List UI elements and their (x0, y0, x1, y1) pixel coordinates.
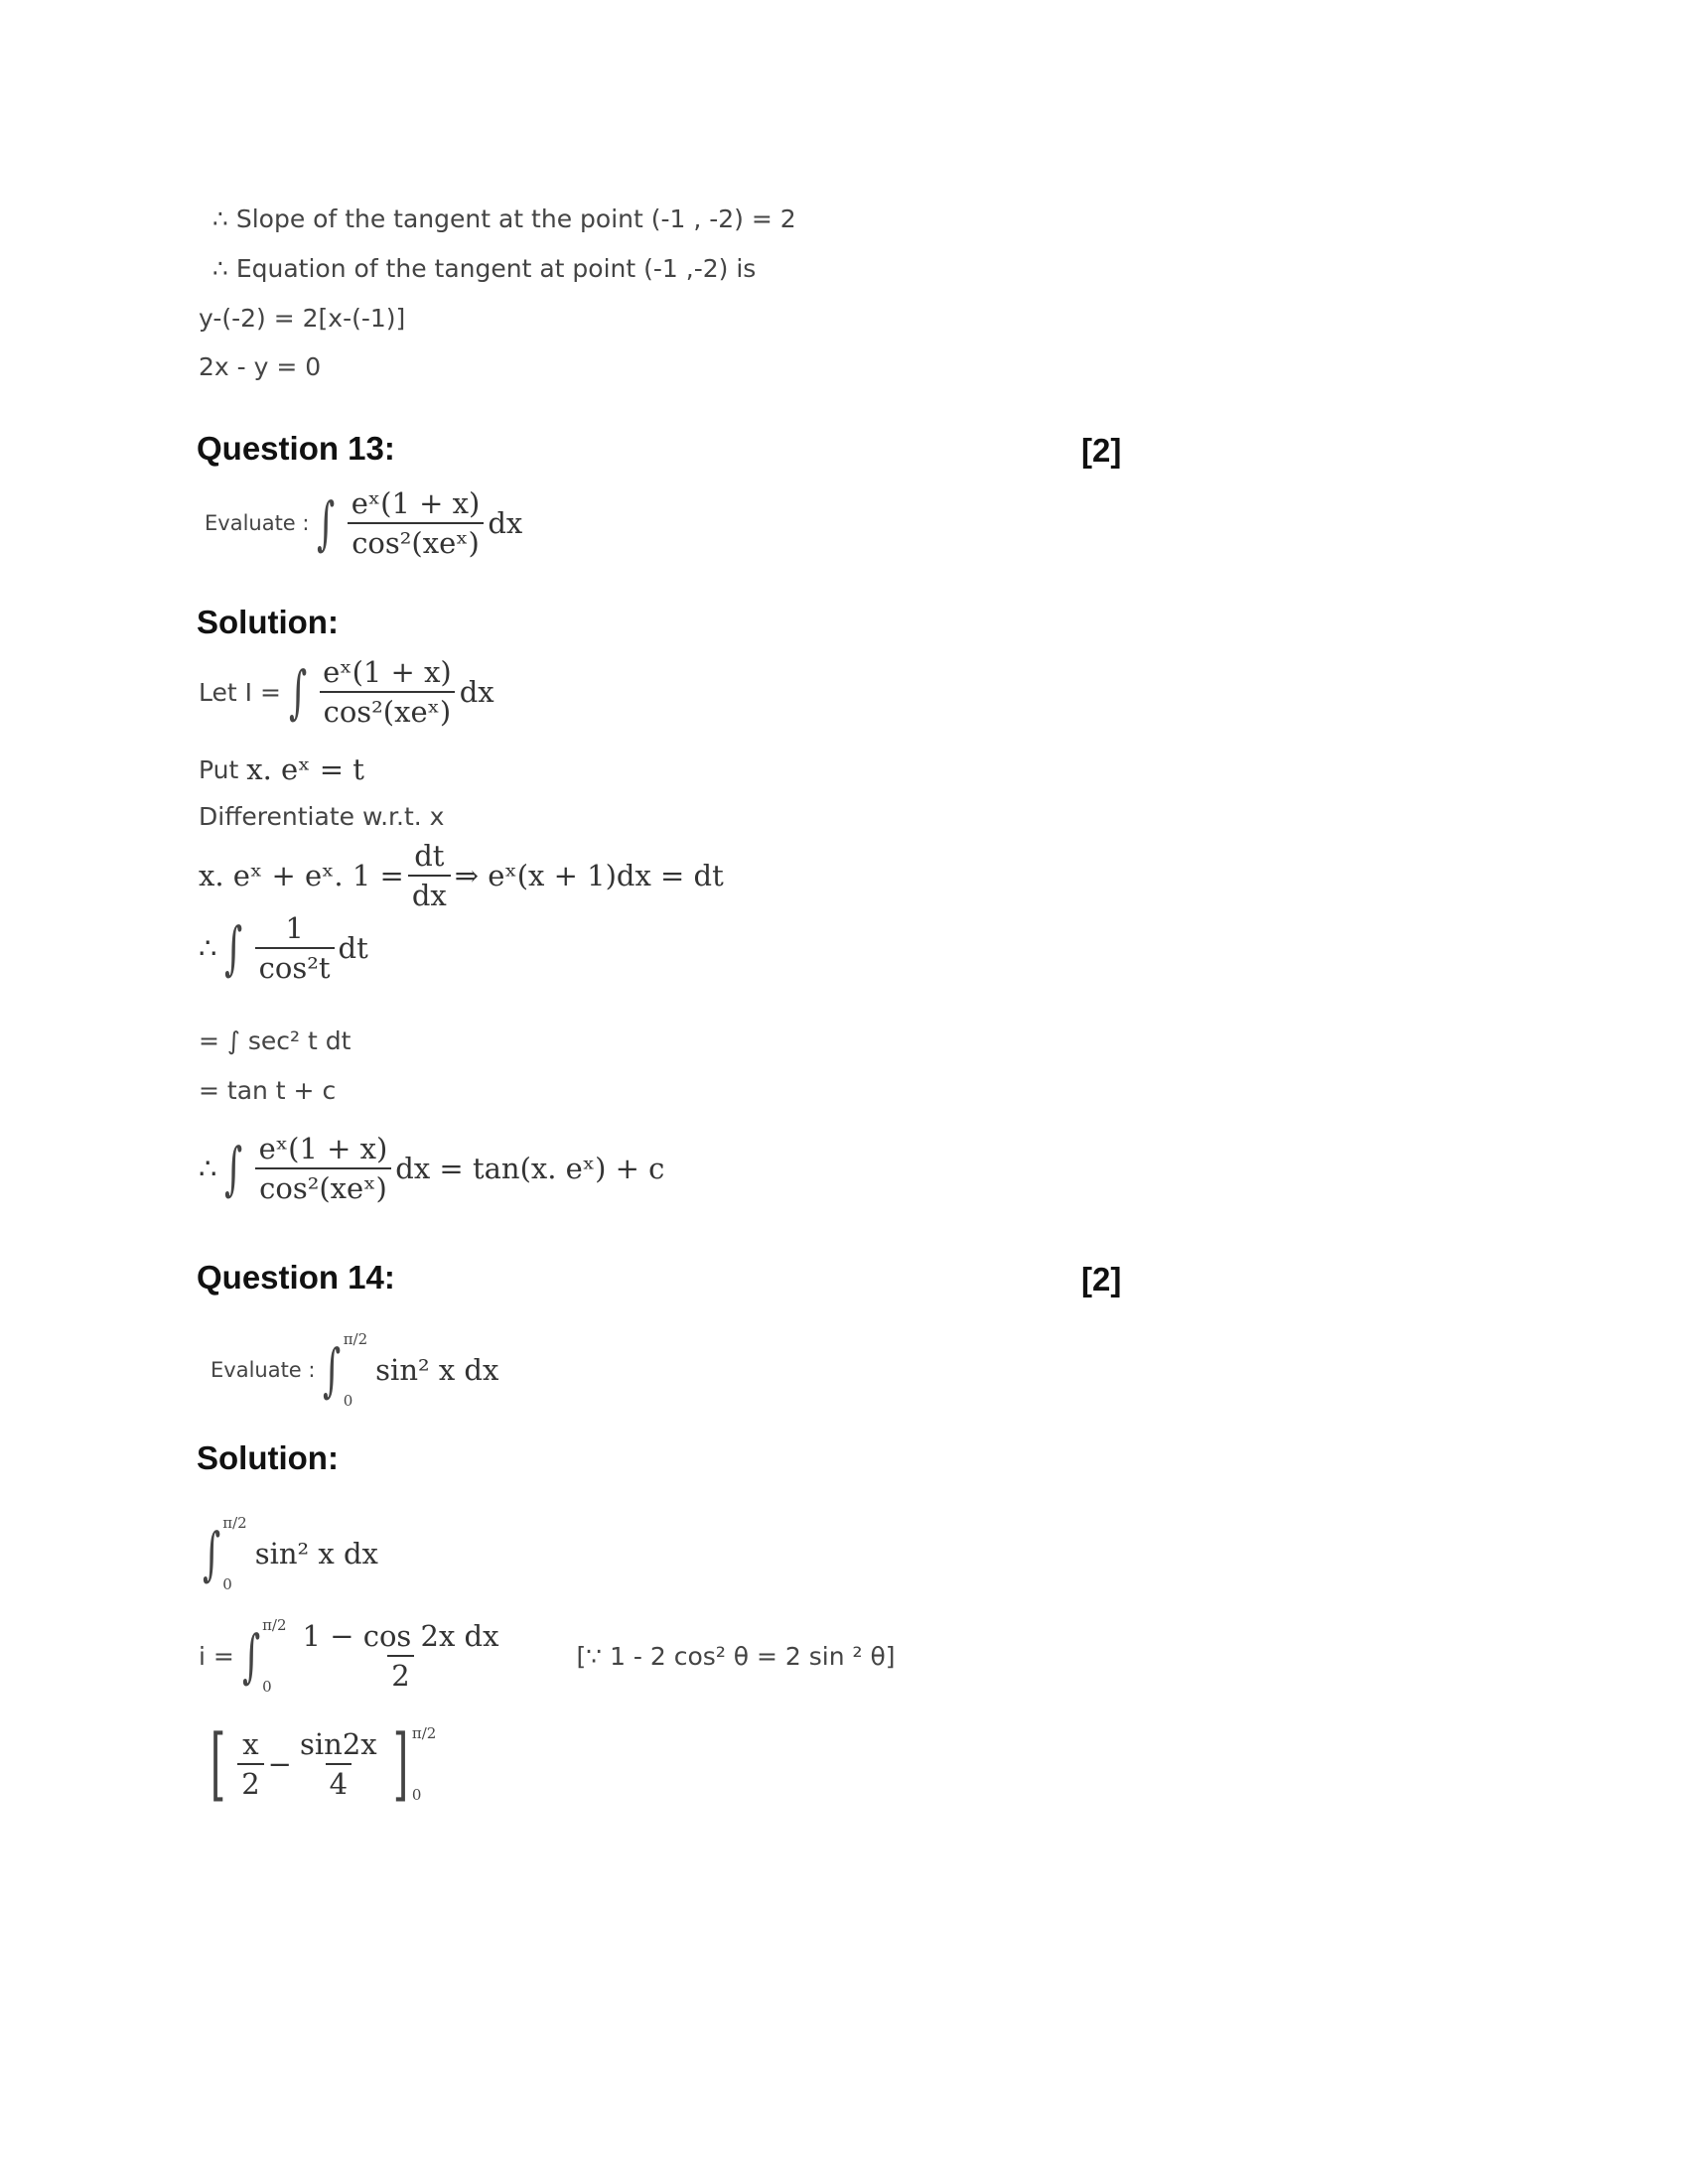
upper-limit: π/2 (262, 1616, 287, 1634)
minus: − (267, 1746, 292, 1781)
fraction (255, 911, 335, 985)
question-14-statement (211, 1330, 498, 1410)
solution-title: Solution: (197, 604, 339, 640)
question-13-marks: [2] (1081, 432, 1122, 469)
numerator: x (242, 1726, 259, 1761)
dx: dx (459, 675, 494, 709)
lower-limit: 0 (343, 1392, 353, 1410)
fraction (237, 1727, 263, 1801)
result-line (199, 1132, 664, 1205)
numerator: sin2x (299, 1726, 377, 1761)
derivative-line (199, 839, 724, 912)
integral-limits (222, 1514, 246, 1593)
sec-line: = ∫ sec² t dt (199, 1026, 352, 1055)
integral-sign: ∫ (288, 658, 308, 726)
fraction (348, 486, 485, 560)
lower-limit: 0 (411, 1785, 422, 1804)
dx: dx (488, 506, 523, 540)
integral-sign: ∫ (317, 489, 336, 557)
integrand: sin² x dx (254, 1537, 378, 1570)
evaluate-label: Evaluate : (205, 511, 310, 535)
right-bracket: ] (392, 1717, 409, 1810)
i-line (199, 1616, 896, 1696)
integral-limits (262, 1616, 286, 1696)
put-label: Put (199, 754, 239, 784)
integral-sign: ∫ (323, 1336, 342, 1404)
numerator: eˣ(1 + x) (323, 655, 452, 689)
result-rhs: dx = tan(x. eˣ) + c (395, 1152, 665, 1185)
fraction (296, 1727, 381, 1801)
integrand: sin² x dx (375, 1353, 499, 1387)
upper-limit: π/2 (343, 1330, 368, 1348)
solution-title: Solution: (197, 1439, 339, 1476)
denominator: cos²t (255, 947, 335, 985)
denominator: 2 (237, 1763, 263, 1801)
fraction (408, 839, 451, 912)
tan-line: = tan t + c (199, 1076, 337, 1105)
identity-note: [∵ 1 - 2 cos² θ = 2 sin ² θ] (576, 1641, 896, 1671)
integral-sign: ∫ (224, 914, 243, 982)
integral-sign: ∫ (241, 1622, 261, 1690)
tangent-equation-line: ∴ Equation of the tangent at point (-1 ,-2) is (212, 254, 757, 283)
bracket-line (203, 1717, 444, 1810)
question-14-title: Question 14: (197, 1259, 395, 1296)
evaluation-limits (412, 1724, 436, 1804)
question-13-title: Question 13: (197, 430, 395, 467)
numerator: 1 − cos 2x dx (302, 1619, 499, 1653)
fraction (319, 655, 456, 729)
therefore-symbol: ∴ (199, 931, 217, 965)
integral-limits (344, 1330, 367, 1410)
i-label: i = (199, 1641, 234, 1671)
denominator: cos²(xeˣ) (348, 522, 484, 560)
differentiate-line: Differentiate w.r.t. x (199, 802, 445, 831)
denominator: cos²(xeˣ) (320, 691, 456, 729)
lower-limit: 0 (262, 1678, 272, 1696)
upper-limit: π/2 (222, 1514, 247, 1532)
lower-limit: 0 (222, 1575, 232, 1593)
put-line (199, 752, 364, 786)
fraction (255, 1132, 392, 1205)
derivative-rhs: ⇒ eˣ(x + 1)dx = dt (454, 859, 724, 892)
numerator: dt (414, 839, 445, 873)
therefore-integral-line (199, 911, 368, 985)
numerator: 1 (285, 911, 304, 945)
integral-sign: ∫ (224, 1135, 243, 1202)
let-line (199, 655, 494, 729)
denominator: 2 (387, 1655, 413, 1693)
put-expression: x. eˣ = t (246, 752, 364, 786)
denominator: 4 (326, 1763, 352, 1801)
fraction (299, 1619, 503, 1693)
denominator: cos²(xeˣ) (255, 1167, 391, 1205)
let-label: Let I = (199, 677, 281, 707)
upper-limit: π/2 (411, 1723, 437, 1742)
slope-line: ∴ Slope of the tangent at the point (-1 , -2) = 2 (212, 205, 796, 233)
left-bracket: [ (210, 1717, 226, 1810)
step-line: 2x - y = 0 (199, 352, 322, 381)
dt: dt (338, 931, 368, 965)
integral-line (195, 1514, 378, 1593)
question-13-statement (205, 486, 522, 560)
numerator: eˣ(1 + x) (258, 1132, 388, 1165)
derivative-lhs: x. eˣ + eˣ. 1 = (199, 859, 404, 892)
integral-sign: ∫ (203, 1520, 221, 1587)
numerator: eˣ(1 + x) (351, 486, 481, 520)
question-14-marks: [2] (1081, 1261, 1122, 1297)
therefore-symbol: ∴ (199, 1152, 217, 1185)
denominator: dx (408, 875, 451, 912)
evaluate-label: Evaluate : (211, 1358, 316, 1382)
step-line: y-(-2) = 2[x-(-1)] (199, 304, 406, 333)
